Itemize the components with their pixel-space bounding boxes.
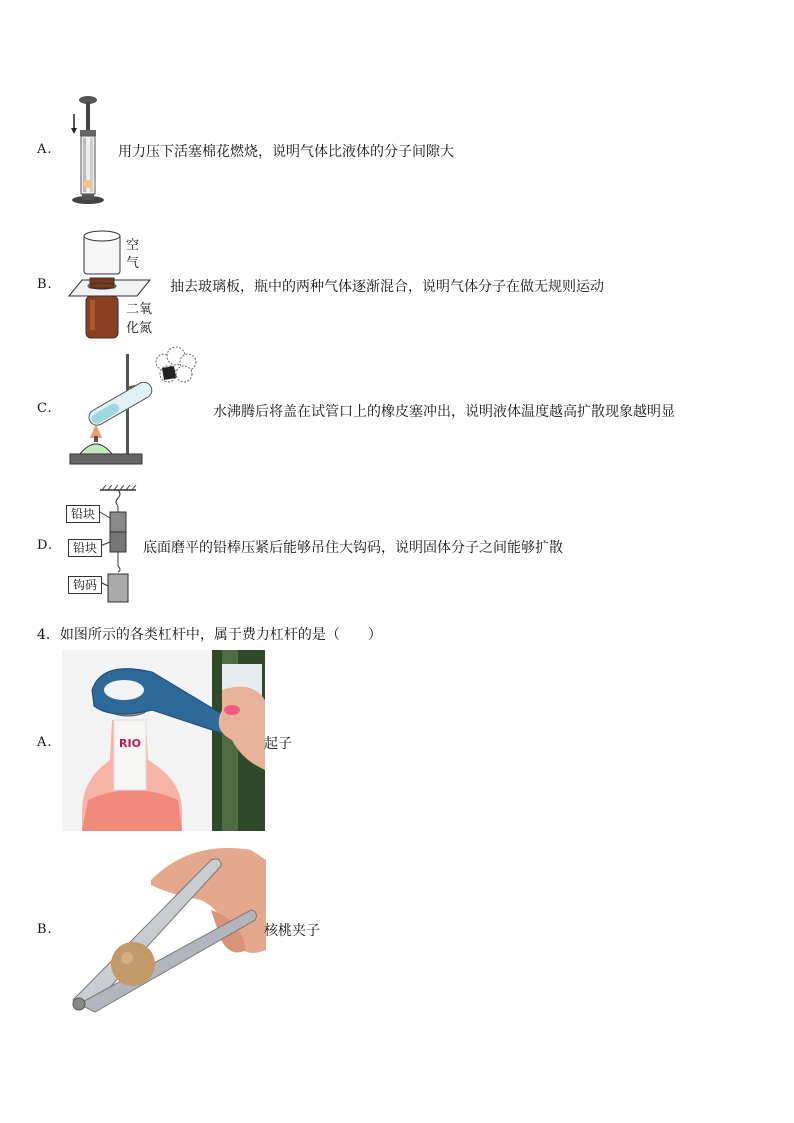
option-a-text: 用力压下活塞棉花燃烧，说明气体比液体的分子间隙大	[118, 144, 454, 160]
option-d-text: 底面磨平的铅棒压紧后能够吊住大钩码，说明固体分子之间能够扩散	[143, 540, 563, 556]
air-label-2: 气	[126, 256, 140, 271]
option-b-text: 抽去玻璃板，瓶中的两种气体逐渐混合，说明气体分子在做无规则运动	[170, 279, 604, 295]
option-b-letter: B.	[37, 277, 53, 292]
q4-option-a-text: 起子	[264, 736, 292, 752]
no2-label-1: 二氧	[126, 302, 153, 317]
test-tube-figure	[66, 346, 202, 468]
rio-brand-label: RIO	[119, 737, 141, 750]
question-4-stem: 4．如图所示的各类杠杆中，属于费力杠杆的是（ ）	[37, 627, 382, 643]
weight-label: 钩码	[68, 576, 102, 594]
option-d-letter: D.	[37, 538, 54, 553]
fire-syringe-figure	[66, 94, 108, 208]
option-c-text: 水沸腾后将盖在试管口上的橡皮塞冲出，说明液体温度越高扩散现象越明显	[213, 404, 675, 420]
air-label-1: 空	[126, 238, 140, 253]
q4-option-b-letter: B.	[37, 922, 53, 937]
no2-label-2: 化氮	[126, 321, 153, 336]
q4-option-a-letter: A.	[37, 735, 53, 750]
option-c-letter: C.	[37, 401, 53, 416]
bottle-opener-photo	[62, 650, 265, 831]
lead-block-label-1: 铅块	[66, 505, 100, 523]
nutcracker-photo	[61, 840, 266, 1015]
option-a-letter: A.	[37, 142, 53, 157]
lead-block-label-2: 铅块	[68, 539, 102, 557]
q4-option-b-text: 核桃夹子	[264, 923, 320, 939]
